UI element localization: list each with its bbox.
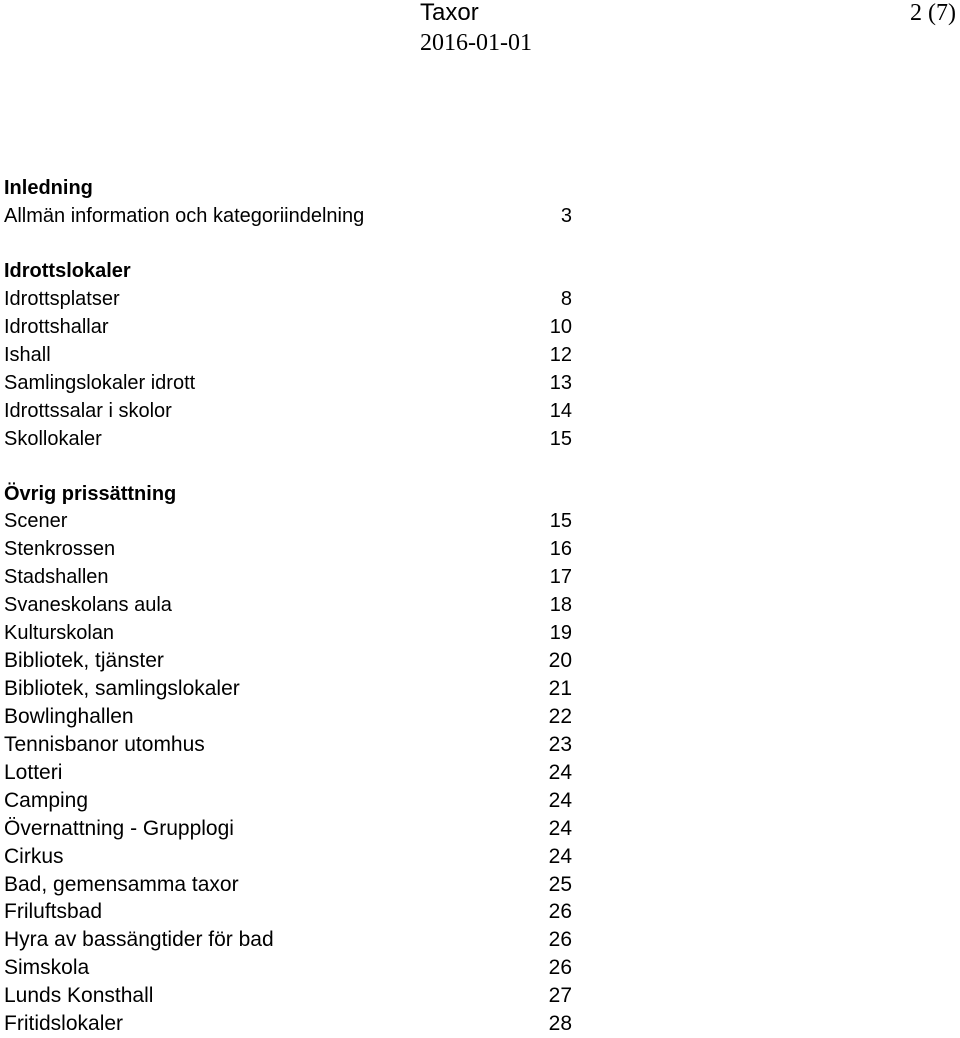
toc-entry (4, 202, 572, 230)
toc-entry-label: Kulturskolan (4, 621, 115, 644)
toc-entry (4, 675, 572, 703)
toc-entry-label: Bowlinghallen (4, 705, 134, 729)
toc-entry-page: 24 (548, 761, 572, 785)
toc-entry-page: 17 (549, 565, 572, 588)
toc-entry-label: Ishall (4, 344, 51, 366)
toc-section (4, 480, 572, 1038)
toc-section (4, 257, 572, 453)
toc-entry (4, 508, 572, 536)
toc-entry-page: 24 (548, 844, 572, 868)
toc-entry-label: Skollokaler (4, 428, 102, 450)
toc-section-heading: Inledning (4, 177, 93, 199)
toc-entry (4, 369, 572, 397)
toc-entry-label: Fritidslokaler (4, 1012, 124, 1036)
toc-entry (4, 341, 572, 369)
toc-entry-label: Bad, gemensamma taxor (4, 872, 239, 896)
toc-entry (4, 647, 572, 675)
toc-entry-page: 20 (548, 649, 572, 673)
toc-entry (4, 425, 572, 453)
toc-entry-page: 15 (549, 428, 572, 450)
toc-entry-label: Simskola (4, 956, 90, 980)
toc-entry-label: Lunds Konsthall (4, 984, 154, 1008)
toc-entry-page: 28 (548, 1012, 572, 1036)
document-date: 2016-01-01 (420, 30, 532, 56)
toc-section-heading: Övrig prissättning (4, 483, 177, 505)
toc-entry-label: Tennisbanor utomhus (4, 733, 205, 757)
toc-section-heading: Idrottslokaler (4, 260, 131, 282)
toc-section (4, 174, 572, 230)
toc-entry-page: 13 (549, 372, 572, 394)
toc-entry (4, 564, 572, 592)
toc-entry (4, 982, 572, 1010)
toc-entry-label: Cirkus (4, 844, 64, 868)
toc-entry (4, 787, 572, 815)
toc-entry-label: Lotteri (4, 761, 63, 785)
toc-entry-page: 10 (549, 316, 572, 338)
toc-entry (4, 815, 572, 843)
toc-entry-page: 8 (560, 288, 572, 310)
toc-entry-page: 26 (548, 956, 572, 980)
toc-entry (4, 536, 572, 564)
toc-entry (4, 703, 572, 731)
toc-entry-page: 24 (548, 788, 572, 812)
toc-entry (4, 871, 572, 899)
page-number: 2 (7) (910, 0, 956, 26)
toc-entry-label: Samlingslokaler idrott (4, 372, 196, 394)
toc-entry-label: Stadshallen (4, 565, 109, 588)
toc-entry (4, 1010, 572, 1038)
toc-entry-list (4, 202, 572, 230)
toc-entry-page: 16 (549, 537, 572, 560)
toc-entry-label: Friluftsbad (4, 900, 103, 924)
toc-entry-label: Allmän information och kategoriindelning (4, 205, 365, 227)
toc-entry-label: Idrottssalar i skolor (4, 400, 172, 422)
toc-entry-page: 21 (548, 677, 572, 701)
toc-entry-page: 22 (548, 705, 572, 729)
toc-entry-page: 24 (548, 816, 572, 840)
toc-entry-page: 15 (549, 510, 572, 532)
toc-entry-page: 14 (549, 400, 572, 422)
toc-entry-page: 18 (549, 593, 572, 616)
toc-entry (4, 843, 572, 871)
toc-entry (4, 926, 572, 954)
toc-entry-label: Camping (4, 788, 89, 812)
toc-entry (4, 397, 572, 425)
toc-entry (4, 592, 572, 620)
toc-entry-page: 25 (548, 872, 572, 896)
toc-entry-label: Svaneskolans aula (4, 593, 172, 616)
toc-entry-page: 27 (548, 984, 572, 1008)
toc-entry-label: Bibliotek, tjänster (4, 649, 164, 673)
toc-entry-label: Idrottsplatser (4, 288, 120, 310)
toc-entry-label: Hyra av bassängtider för bad (4, 928, 274, 952)
toc-entry (4, 954, 572, 982)
toc-entry (4, 285, 572, 313)
toc-entry-page: 26 (548, 928, 572, 952)
toc-entry-page: 19 (549, 621, 572, 644)
toc-entry-label: Bibliotek, samlingslokaler (4, 677, 240, 701)
toc-entry-page: 3 (560, 205, 572, 227)
toc-entry-list (4, 508, 572, 1038)
toc-entry (4, 313, 572, 341)
table-of-contents (4, 174, 572, 1038)
toc-entry-label: Scener (4, 510, 68, 532)
toc-entry-label: Stenkrossen (4, 537, 116, 560)
toc-entry-label: Övernattning - Grupplogi (4, 816, 234, 840)
toc-entry (4, 620, 572, 648)
toc-entry-page: 12 (549, 344, 572, 366)
toc-entry-page: 26 (548, 900, 572, 924)
toc-entry (4, 731, 572, 759)
toc-entry (4, 759, 572, 787)
toc-entry-label: Idrottshallar (4, 316, 109, 338)
document-title: Taxor (420, 0, 479, 26)
toc-entry-page: 23 (548, 733, 572, 757)
toc-entry-list (4, 285, 572, 453)
toc-entry (4, 898, 572, 926)
